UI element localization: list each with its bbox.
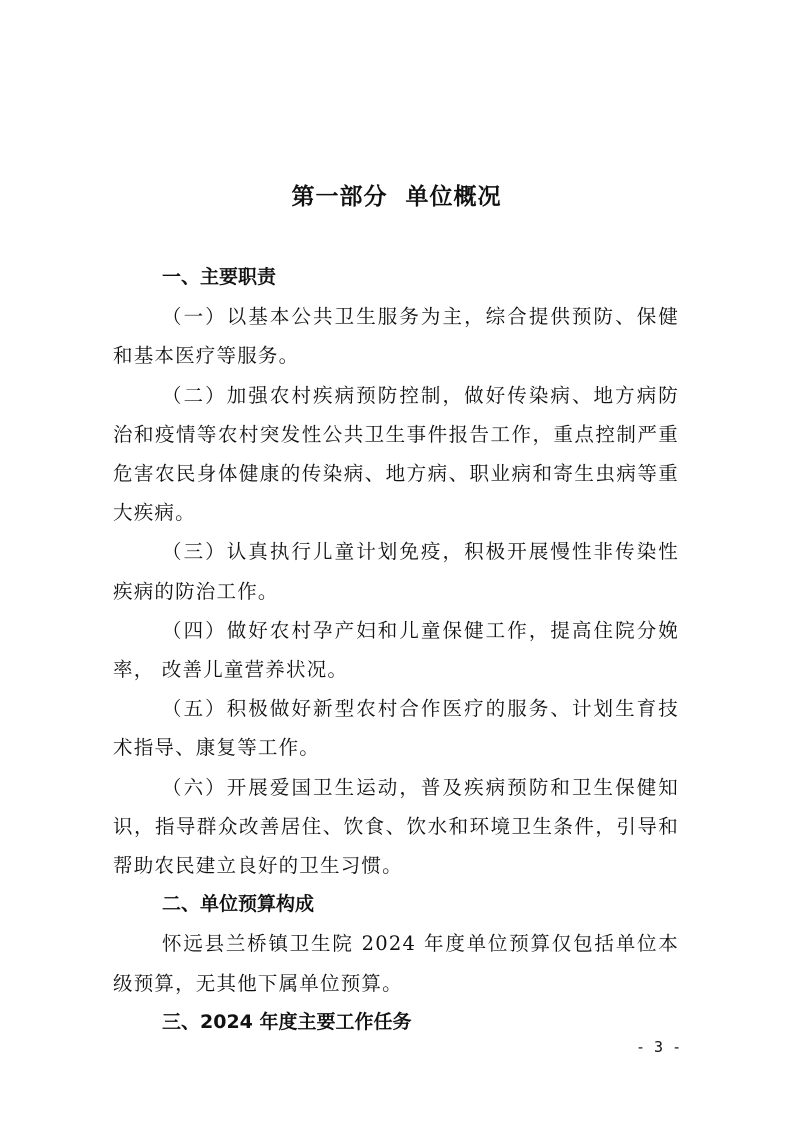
section-heading-budget-composition: 二、单位预算构成	[162, 893, 315, 916]
paragraph: （一）以基本公共卫生服务为主，综合提供预防、保健和基本医疗等服务。	[113, 305, 679, 368]
document-body	[113, 258, 679, 1042]
paragraph: 怀远县兰桥镇卫生院 2024 年度单位预算仅包括单位本级预算，无其他下属单位预算。	[113, 932, 679, 995]
paragraph: （二）加强农村疾病预防控制，做好传染病、地方病防治和疫情等农村突发性公共卫生事件报告工作，重点控制严重危害农民身体健康的传染病、地方病、职业病和寄生虫病等重大疾病。	[113, 383, 679, 525]
section-heading-main-duties: 一、主要职责	[162, 266, 277, 288]
page-title: 第一部分 单位概况	[291, 184, 502, 210]
paragraph: （六）开展爱国卫生运动，普及疾病预防和卫生保健知识，指导群众改善居住、饮食、饮水和环境卫生条件，引导和帮助农民建立良好的卫生习惯。	[113, 775, 679, 878]
paragraph: （五）积极做好新型农村合作医疗的服务、计划生育技术指导、康复等工作。	[113, 697, 679, 760]
paragraph: （四）做好农村孕产妇和儿童保健工作，提高住院分娩率， 改善儿童营养状况。	[113, 618, 679, 682]
section-heading-main-tasks: 三、2024 年度主要工作任务	[162, 1010, 412, 1033]
paragraph: （三）认真执行儿童计划免疫，积极开展慢性非传染性疾病的防治工作。	[113, 540, 679, 603]
page-number: - 3 -	[636, 1038, 682, 1056]
